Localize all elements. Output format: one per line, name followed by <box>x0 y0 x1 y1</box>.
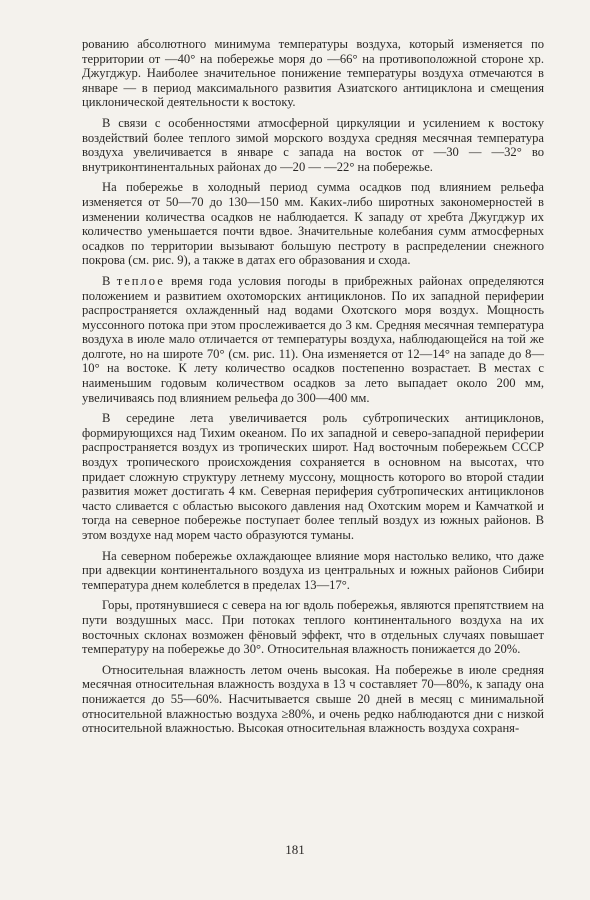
page-body <box>82 37 544 742</box>
paragraph-7: Горы, протянувшиеся с севера на юг вдоль побережья, являются препятствием на пути воздушных масс. При потоках теплого континентального воздуха на их восточных склонах возможен фёновый эффект, что в отдельных случаях повышает температуру на побережье до 30°. Относительная влажность понижается до 20%. <box>82 598 544 657</box>
paragraph-4-lead-rest: время года условия погоды в прибрежных районах <box>164 273 463 288</box>
paragraph-1: рованию абсолютного минимума температуры воздуха, который изменяется по территории от —40° на побережье моря до —66° на противоположной стороне хр. Джугджур. Наиболее значительное понижение температуры воздуха отмечаются в январе — в период максимального развития Азиатского антициклона и смещения циклонической деятельности к востоку. <box>82 37 544 110</box>
page-number: 181 <box>285 842 305 857</box>
paragraph-8: Относительная влажность летом очень высокая. На побережье в июле средняя месячная относительная влажность воздуха в 13 ч составляет 70—80%, к западу она понижается до 55—60%. Насчитывается свыше 20 дней в месяц с минимальной относительной влажностью воздуха ≥80%, и очень редко наблюдаются дни с низкой относительной влажностью. Высокая относительная влажность воздуха сохраня- <box>82 662 544 736</box>
paragraph-4-lead: В <box>102 273 117 288</box>
paragraph-4 <box>82 274 544 405</box>
paragraph-2: В связи с особенностями атмосферной циркуляции и усилением к востоку воздействий более теплого зимой морского воздуха средняя месячная температура воздуха увеличивается в январе с запада на восток от —30 — —32° во внутриконтинентальных районах до —20 — —22° на побережье. <box>82 115 544 174</box>
paragraph-4-body: определяются положением и развитием охотоморских антициклонов. По их западной периферии распространяется охлажденный над водами Охотского моря воздух. Мощность муссонного потока при этом прослеживается до 3 км. Средняя месячная температура воздуха в июле мало отличается от температуры воздуха, наблюдающейся на той же долготе, но на широте 70° (см. рис. 11). Она изменяется от 12—14° на западе до 8—10° на востоке. К лету количество осадков постепенно возрастает. В местах с наименьшим годовым количеством осадков за лето выпадает около 200 мм, увеличиваясь под влиянием рельефа до 300—400 мм. <box>82 273 544 405</box>
paragraph-6: На северном побережье охлаждающее влияние моря настолько велико, что даже при адвекции континентального воздуха из центральных и южных районов Сибири температура днем колеблется в пределах 13—17°. <box>82 548 544 592</box>
paragraph-3: На побережье в холодный период сумма осадков под влиянием рельефа изменяется от 50—70 до 130—150 мм. Каких-либо широтных закономерностей в изменении количества осадков не наблюдается. К западу от хребта Джугджур их количество уменьшается почти вдвое. Значительные колебания сумм атмосферных осадков по территории вызывают большую пестроту в распределении снежного покрова (см. рис. 9), а также в датах его образования и схода. <box>82 180 544 268</box>
paragraph-5: В середине лета увеличивается роль субтропических антициклонов, формирующихся над Тихим океаном. По их западной и северо-западной периферии распространяется воздух из тропических широт. Над восточным побережьем СССР воздух тропического происхождения сохраняется в основном на высотах, что придает сложную структуру летнему муссону, мощность которого во второй стадии развития может достигать 4 км. Северная периферия субтропических антициклонов часто сливается с областью высокого давления над Охотским морем и Камчаткой и тогда на северное побережье поступает более теплый воздух из южных районов. В этом воздухе над морем часто образуются туманы. <box>82 411 544 542</box>
paragraph-4-spaced-word: теплое <box>116 273 165 288</box>
